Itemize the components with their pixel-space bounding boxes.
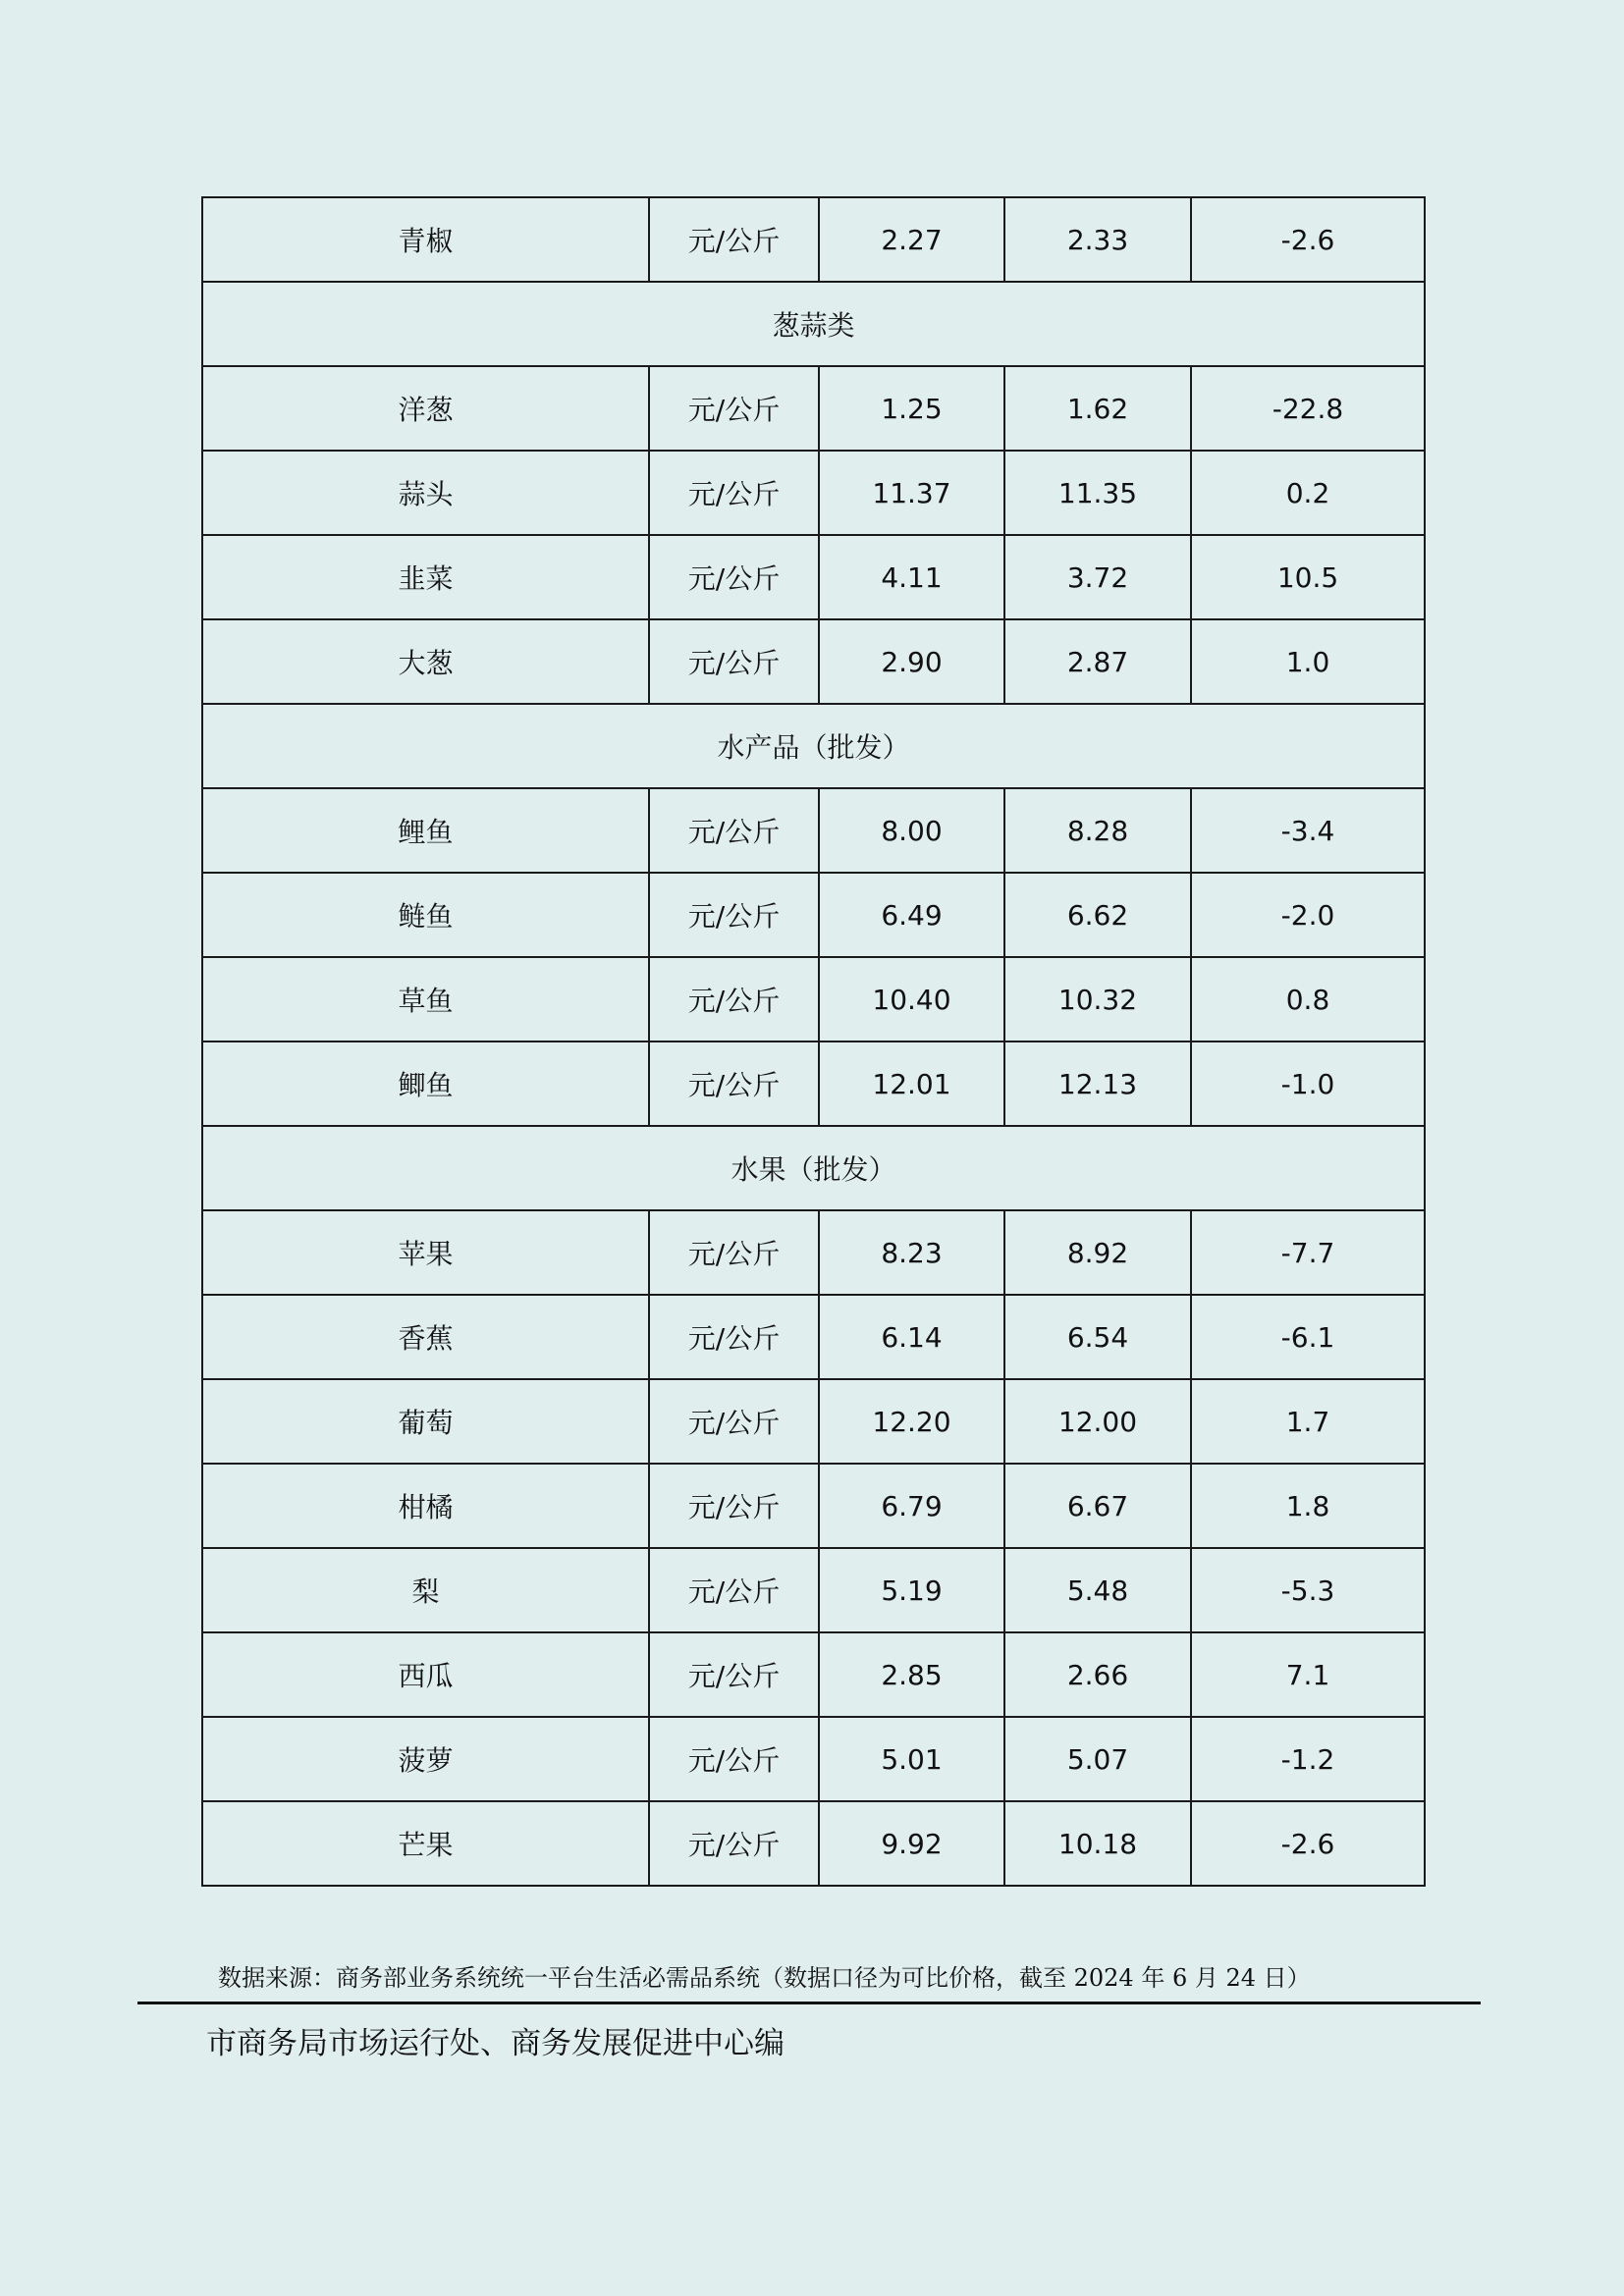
unit-cell: 元/公斤 xyxy=(649,873,819,957)
table-row xyxy=(202,788,1425,873)
current-price-cell: 4.11 xyxy=(819,535,1004,619)
previous-price-cell: 5.48 xyxy=(1004,1548,1191,1632)
current-price-cell: 6.14 xyxy=(819,1295,1004,1379)
price-table xyxy=(201,196,1426,1887)
product-name-cell: 苹果 xyxy=(202,1210,649,1295)
previous-price-cell: 8.28 xyxy=(1004,788,1191,873)
current-price-cell: 8.23 xyxy=(819,1210,1004,1295)
product-name-cell: 柑橘 xyxy=(202,1464,649,1548)
change-percent-cell: -2.6 xyxy=(1191,1801,1425,1886)
change-percent-cell: -1.0 xyxy=(1191,1041,1425,1126)
table-row xyxy=(202,1041,1425,1126)
previous-price-cell: 6.62 xyxy=(1004,873,1191,957)
product-name-cell: 葡萄 xyxy=(202,1379,649,1464)
current-price-cell: 8.00 xyxy=(819,788,1004,873)
table-row xyxy=(202,1801,1425,1886)
current-price-cell: 1.25 xyxy=(819,366,1004,451)
current-price-cell: 5.01 xyxy=(819,1717,1004,1801)
table-row xyxy=(202,1295,1425,1379)
category-row xyxy=(202,282,1425,366)
current-price-cell: 6.49 xyxy=(819,873,1004,957)
change-percent-cell: 0.2 xyxy=(1191,451,1425,535)
unit-cell: 元/公斤 xyxy=(649,1632,819,1717)
previous-price-cell: 6.54 xyxy=(1004,1295,1191,1379)
product-name-cell: 西瓜 xyxy=(202,1632,649,1717)
product-name-cell: 香蕉 xyxy=(202,1295,649,1379)
table-row xyxy=(202,197,1425,282)
previous-price-cell: 10.32 xyxy=(1004,957,1191,1041)
unit-cell: 元/公斤 xyxy=(649,1548,819,1632)
unit-cell: 元/公斤 xyxy=(649,1801,819,1886)
previous-price-cell: 12.13 xyxy=(1004,1041,1191,1126)
current-price-cell: 12.20 xyxy=(819,1379,1004,1464)
table-row xyxy=(202,1632,1425,1717)
price-table-body xyxy=(202,197,1425,1886)
current-price-cell: 9.92 xyxy=(819,1801,1004,1886)
current-price-cell: 2.85 xyxy=(819,1632,1004,1717)
product-name-cell: 青椒 xyxy=(202,197,649,282)
product-name-cell: 芒果 xyxy=(202,1801,649,1886)
previous-price-cell: 6.67 xyxy=(1004,1464,1191,1548)
category-row xyxy=(202,1126,1425,1210)
previous-price-cell: 2.33 xyxy=(1004,197,1191,282)
unit-cell: 元/公斤 xyxy=(649,957,819,1041)
table-row xyxy=(202,1210,1425,1295)
footer-divider xyxy=(137,2002,1481,2004)
table-row xyxy=(202,1379,1425,1464)
current-price-cell: 6.79 xyxy=(819,1464,1004,1548)
unit-cell: 元/公斤 xyxy=(649,1295,819,1379)
change-percent-cell: 0.8 xyxy=(1191,957,1425,1041)
product-name-cell: 鲢鱼 xyxy=(202,873,649,957)
unit-cell: 元/公斤 xyxy=(649,619,819,704)
unit-cell: 元/公斤 xyxy=(649,1210,819,1295)
table-row xyxy=(202,535,1425,619)
previous-price-cell: 10.18 xyxy=(1004,1801,1191,1886)
previous-price-cell: 12.00 xyxy=(1004,1379,1191,1464)
product-name-cell: 菠萝 xyxy=(202,1717,649,1801)
change-percent-cell: 1.0 xyxy=(1191,619,1425,704)
table-row xyxy=(202,1548,1425,1632)
unit-cell: 元/公斤 xyxy=(649,788,819,873)
previous-price-cell: 5.07 xyxy=(1004,1717,1191,1801)
change-percent-cell: -3.4 xyxy=(1191,788,1425,873)
change-percent-cell: -7.7 xyxy=(1191,1210,1425,1295)
change-percent-cell: 1.7 xyxy=(1191,1379,1425,1464)
table-row xyxy=(202,1464,1425,1548)
previous-price-cell: 8.92 xyxy=(1004,1210,1191,1295)
change-percent-cell: -2.6 xyxy=(1191,197,1425,282)
current-price-cell: 11.37 xyxy=(819,451,1004,535)
change-percent-cell: 1.8 xyxy=(1191,1464,1425,1548)
unit-cell: 元/公斤 xyxy=(649,366,819,451)
product-name-cell: 鲤鱼 xyxy=(202,788,649,873)
previous-price-cell: 3.72 xyxy=(1004,535,1191,619)
table-row xyxy=(202,366,1425,451)
change-percent-cell: -2.0 xyxy=(1191,873,1425,957)
unit-cell: 元/公斤 xyxy=(649,1717,819,1801)
table-row xyxy=(202,619,1425,704)
unit-cell: 元/公斤 xyxy=(649,451,819,535)
previous-price-cell: 11.35 xyxy=(1004,451,1191,535)
product-name-cell: 草鱼 xyxy=(202,957,649,1041)
unit-cell: 元/公斤 xyxy=(649,535,819,619)
change-percent-cell: -5.3 xyxy=(1191,1548,1425,1632)
unit-cell: 元/公斤 xyxy=(649,1041,819,1126)
table-row xyxy=(202,1717,1425,1801)
current-price-cell: 10.40 xyxy=(819,957,1004,1041)
category-label: 水产品（批发） xyxy=(202,704,1425,788)
current-price-cell: 12.01 xyxy=(819,1041,1004,1126)
product-name-cell: 梨 xyxy=(202,1548,649,1632)
product-name-cell: 鲫鱼 xyxy=(202,1041,649,1126)
change-percent-cell: 10.5 xyxy=(1191,535,1425,619)
change-percent-cell: -1.2 xyxy=(1191,1717,1425,1801)
previous-price-cell: 1.62 xyxy=(1004,366,1191,451)
table-row xyxy=(202,451,1425,535)
product-name-cell: 蒜头 xyxy=(202,451,649,535)
product-name-cell: 大葱 xyxy=(202,619,649,704)
table-row xyxy=(202,873,1425,957)
current-price-cell: 2.90 xyxy=(819,619,1004,704)
unit-cell: 元/公斤 xyxy=(649,1464,819,1548)
current-price-cell: 2.27 xyxy=(819,197,1004,282)
editor-credit: 市商务局市场运行处、商务发展促进中心编 xyxy=(206,2026,785,2061)
current-price-cell: 5.19 xyxy=(819,1548,1004,1632)
change-percent-cell: 7.1 xyxy=(1191,1632,1425,1717)
change-percent-cell: -6.1 xyxy=(1191,1295,1425,1379)
data-source-note: 数据来源：商务部业务系统统一平台生活必需品系统（数据口径为可比价格，截至 2024 年 6 月 24 日） xyxy=(218,1964,1311,1992)
table-row xyxy=(202,957,1425,1041)
category-label: 葱蒜类 xyxy=(202,282,1425,366)
product-name-cell: 洋葱 xyxy=(202,366,649,451)
category-label: 水果（批发） xyxy=(202,1126,1425,1210)
category-row xyxy=(202,704,1425,788)
change-percent-cell: -22.8 xyxy=(1191,366,1425,451)
unit-cell: 元/公斤 xyxy=(649,1379,819,1464)
previous-price-cell: 2.66 xyxy=(1004,1632,1191,1717)
product-name-cell: 韭菜 xyxy=(202,535,649,619)
unit-cell: 元/公斤 xyxy=(649,197,819,282)
previous-price-cell: 2.87 xyxy=(1004,619,1191,704)
